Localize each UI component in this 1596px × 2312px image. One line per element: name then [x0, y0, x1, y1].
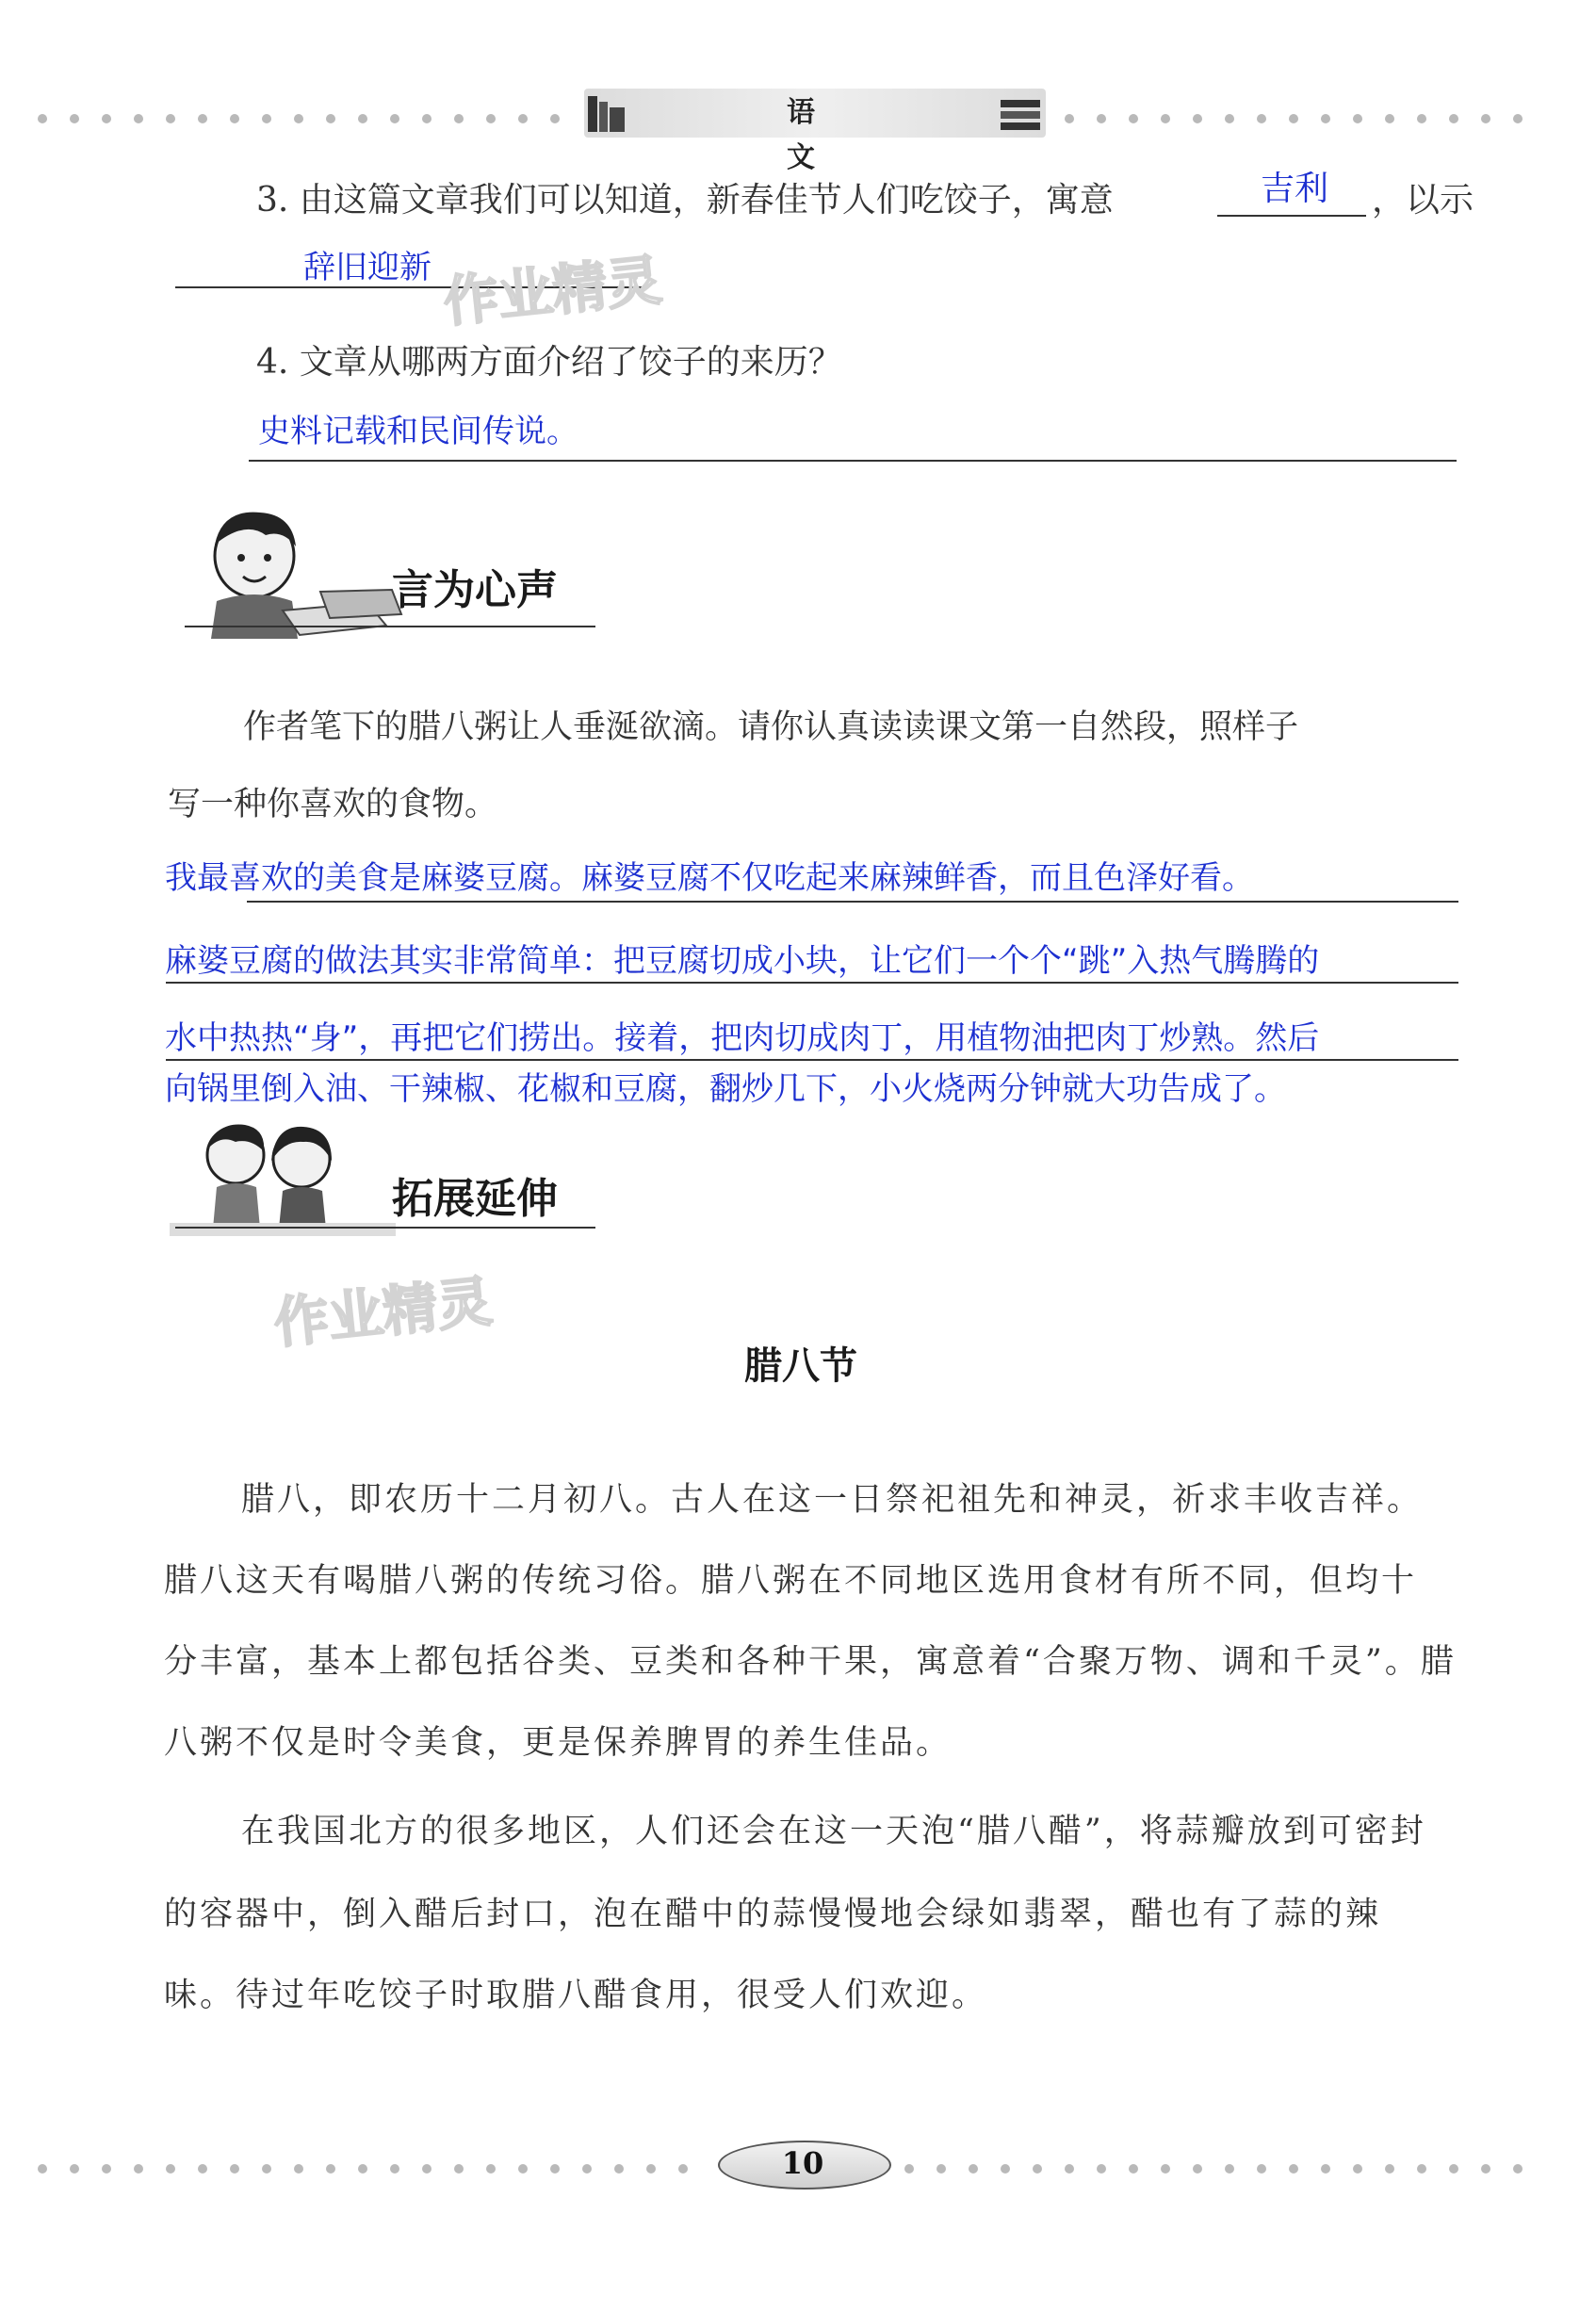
header-dots-left [38, 109, 582, 119]
boy-reading-illustration [179, 497, 405, 639]
article-line-6: 的容器中，倒入醋后封口，泡在醋中的蒜慢慢地会绿如翡翠，醋也有了蒜的辣 [164, 1896, 1382, 1933]
article-line-7: 味。待过年吃饺子时取腊八醋食用，很受人们欢迎。 [164, 1977, 988, 2014]
section-title-tuozhanyanshen: 拓展延伸 [392, 1175, 558, 1223]
q3-answer-blank2: 辞旧迎新 [303, 249, 432, 286]
watermark: 作业精灵 [270, 1269, 496, 1356]
children-illustration [170, 1117, 396, 1240]
article-line-3: 分丰富，基本上都包括谷类、豆类和各种干果，寓意着“合聚万物、调和千灵”。腊 [164, 1643, 1457, 1681]
essay-line-1: 我最喜欢的美食是麻婆豆腐。麻婆豆腐不仅吃起来麻辣鲜香，而且色泽好看。 [165, 859, 1254, 897]
essay-rule-1 [247, 901, 1458, 903]
essay-line-2: 麻婆豆腐的做法其实非常简单：把豆腐切成小块，让它们一个个“跳”入热气腾腾的 [165, 942, 1320, 980]
watermark: 作业精灵 [440, 248, 665, 334]
q3-prefix: 3. 由这篇文章我们可以知道，新春佳节人们吃饺子，寓意 [256, 181, 1114, 220]
article-line-5: 在我国北方的很多地区，人们还会在这一天泡“腊八醋”，将蒜瓣放到可密封 [241, 1813, 1426, 1850]
q3-blank1-line [1217, 215, 1366, 217]
q4-text: 4. 文章从哪两方面介绍了饺子的来历？ [256, 343, 842, 382]
prompt-line-2: 写一种你喜欢的食物。 [168, 786, 498, 823]
page-number: 10 [781, 2145, 824, 2181]
article-line-2: 腊八这天有喝腊八粥的传统习俗。腊八粥在不同地区选用食材有所不同，但均十 [164, 1562, 1418, 1600]
article-line-4: 八粥不仅是时令美食，更是保养脾胃的养生佳品。 [164, 1724, 953, 1762]
article-title: 腊八节 [744, 1343, 857, 1388]
books-icon [584, 90, 629, 136]
article-line-1: 腊八，即农历十二月初八。古人在这一日祭祀祖先和神灵，祈求丰收吉祥。 [241, 1481, 1424, 1519]
section2-underline [175, 1227, 595, 1229]
footer-dots-right [904, 2159, 1545, 2169]
section1-underline [185, 626, 595, 627]
book-stack-icon [999, 98, 1042, 132]
essay-line-3: 水中热热“身”，再把它们捞出。接着，把肉切成肉丁，用植物油把肉丁炒熟。然后 [165, 1019, 1320, 1057]
header-subject: 语 文 [787, 96, 871, 174]
essay-rule-2 [166, 982, 1458, 984]
header-dots-right [1065, 109, 1545, 119]
essay-rule-3 [166, 1059, 1458, 1061]
footer-dots-left [38, 2159, 710, 2169]
section-title-yanweixinsheng: 言为心声 [392, 566, 558, 614]
q4-answer: 史料记载和民间传说。 [258, 413, 578, 450]
q3-answer-blank1: 吉利 [1261, 170, 1329, 208]
prompt-line-1: 作者笔下的腊八粥让人垂涎欲滴。请你认真读读课文第一自然段，照样子 [243, 708, 1299, 746]
q3-mid: ，以示 [1372, 181, 1474, 220]
q4-answer-line [249, 460, 1457, 462]
essay-line-4: 向锅里倒入油、干辣椒、花椒和豆腐，翻炒几下，小火烧两分钟就大功告成了。 [165, 1070, 1286, 1108]
